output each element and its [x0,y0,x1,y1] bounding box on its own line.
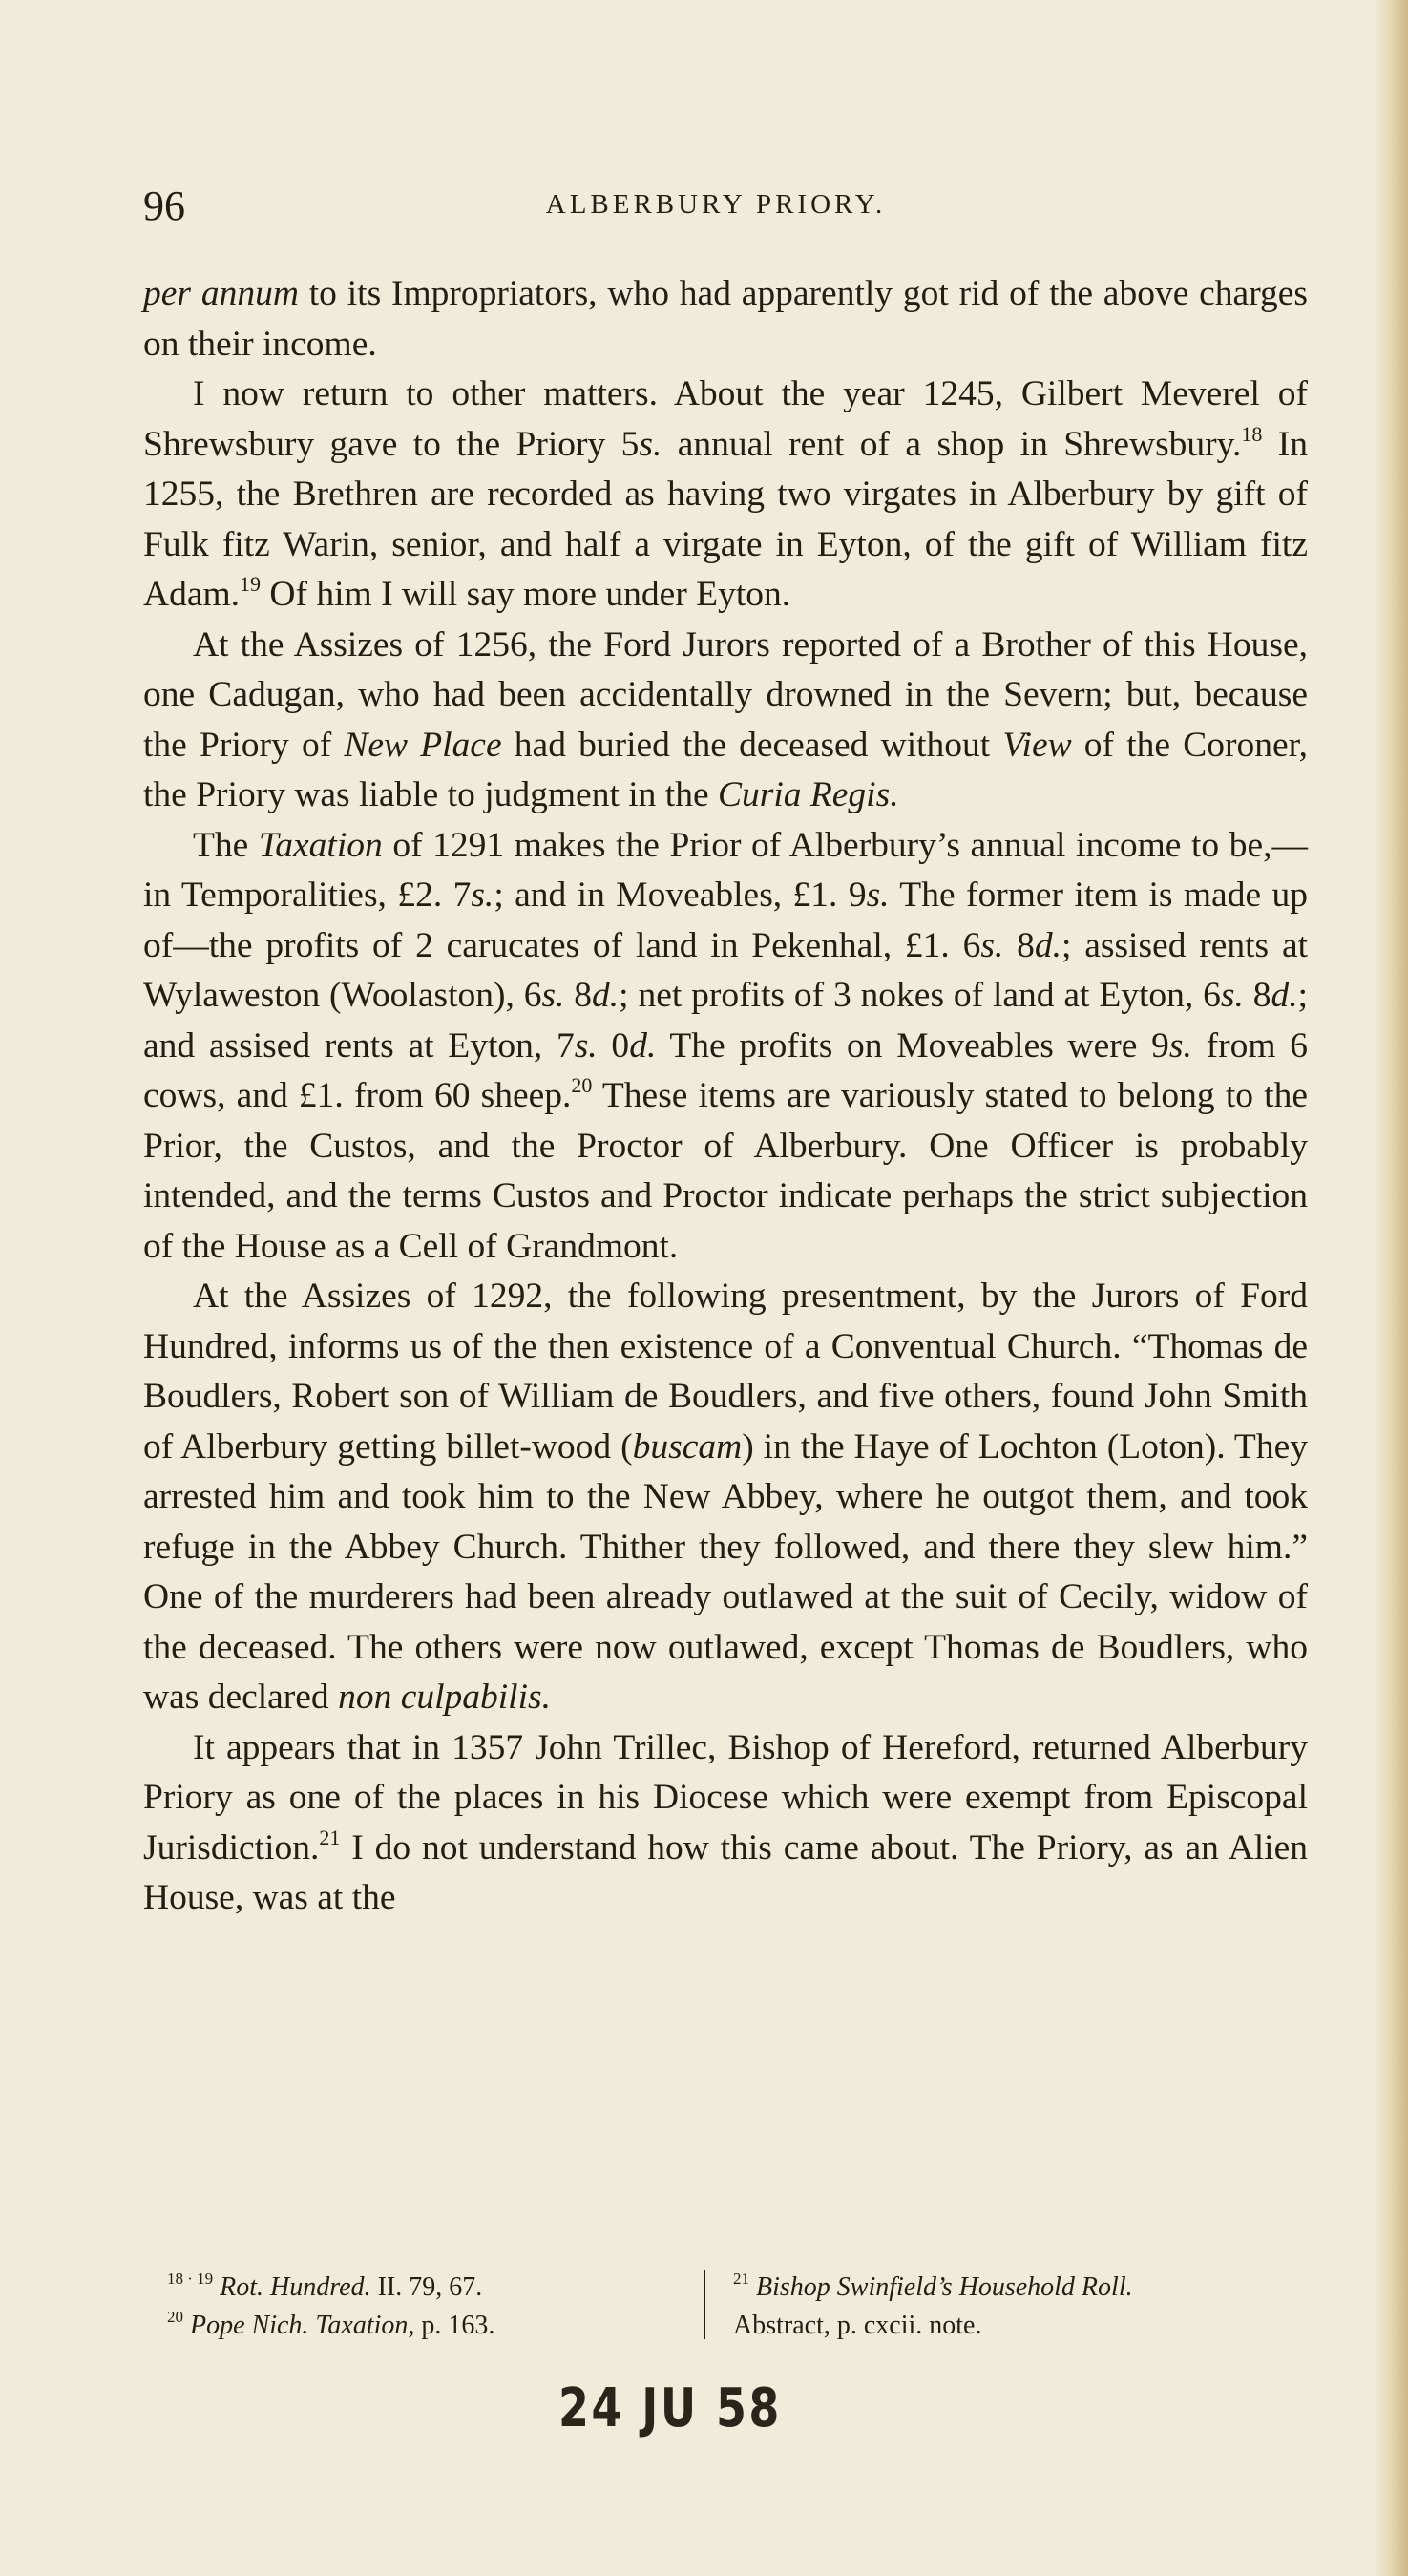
footnote-ref: 20 [571,1073,593,1097]
footnote: $^{20}$ Pope Nich. Taxation, p. 163. [167,2308,495,2340]
footnote: $^{18 \cdot 19}$ Rot. Hundred. II. 79, 67. [167,2270,483,2302]
page-edge [1376,0,1408,2576]
footnote-column-right [733,2269,1306,2345]
running-title: ALBERBURY PRIORY. [545,189,887,220]
footnote-ref: 18 [1241,421,1263,446]
footnotes [143,2269,1308,2345]
page-header [143,181,1289,239]
body-text [143,269,1308,1924]
footnote-divider [704,2270,705,2339]
paragraph: per annum to its Impropriators, who had apparently got rid of the above charges on their income. [143,274,1308,364]
footnote: $^{21}$ Bishop Swinfield’s Household Roll. [733,2270,1133,2302]
paragraph: I now return to other matters. About the year 1245, Gilbert Meverel of Shrewsbury gave to the Priory 5s. annual rent of a shop in Shrewsbury.$^{18}$ In 1255, the Brethren are recorded as having two virgates in Alberbury by gift of Fulk fitz Warin, senior, and half a virgate in Eyton, of the gift of William fitz Adam.$^{19}$ Of him I will say more under Eyton. [143,374,1308,614]
footnote-continuation: Abstract, p. cxcii. note. [733,2311,982,2340]
paragraph: The Taxation of 1291 makes the Prior of Alberbury’s annual income to be,—in Temporalities, £2. 7s.; and in Moveables, £1. 9s. The former item is made up of—the profits of 2 carucates of land in Pekenhal, £1. 6s. 8d.; assised rents at Wylaweston (Woolaston), 6s. 8d.; net profits of 3 nokes of land at Eyton, 6s. 8d.; and assised rents at Eyton, 7s. 0d. The profits on Moveables were 9s. from 6 cows, and £1. from 60 sheep.$^{20}$ These items are variously stated to belong to the Prior, the Custos, and the Proctor of Alberbury. One Officer is probably intended, and the terms Custos and Proctor indicate perhaps the strict subjection of the House as a Cell of Grandmont. [143,825,1309,1266]
date-stamp: 24 JU 58 [558,2377,782,2439]
footnote-ref: 19 [240,572,262,596]
paragraph: It appears that in 1357 John Trillec, Bishop of Hereford, returned Alberbury Priory as one of the places in his Diocese which were exempt from Episcopal Jurisdiction.$^{21}$ I do not understand how this came about. The Priory, as an Alien House, was at the [143,1727,1308,1917]
footnote-column-left [167,2269,826,2345]
paragraph: At the Assizes of 1256, the Ford Jurors reported of a Brother of this House, one Cadugan, who had been accidentally drowned in the Severn; but, because the Priory of New Place had buried the deceased without View of the Coroner, the Priory was liable to judgment in the Curia Regis. [143,624,1308,814]
page-number: 96 [143,182,185,229]
footnote-ref: 21 [319,1825,341,1849]
paragraph: At the Assizes of 1292, the following presentment, by the Jurors of Ford Hundred, informs us of the then existence of a Conventual Church. “Thomas de Boudlers, Robert son of William de Boudlers, and five others, found John Smith of Alberbury getting billet-wood (buscam) in the Haye of Lochton (Loton). They arrested him and took him to the New Abbey, where he outgot them, and took refuge in the Abbey Church. Thither they followed, and there they slew him.” One of the murderers had been already outlawed at the suit of Cecily, widow of the deceased. The others were now outlawed, except Thomas de Boudlers, who was declared non culpabilis. [143,1277,1308,1717]
